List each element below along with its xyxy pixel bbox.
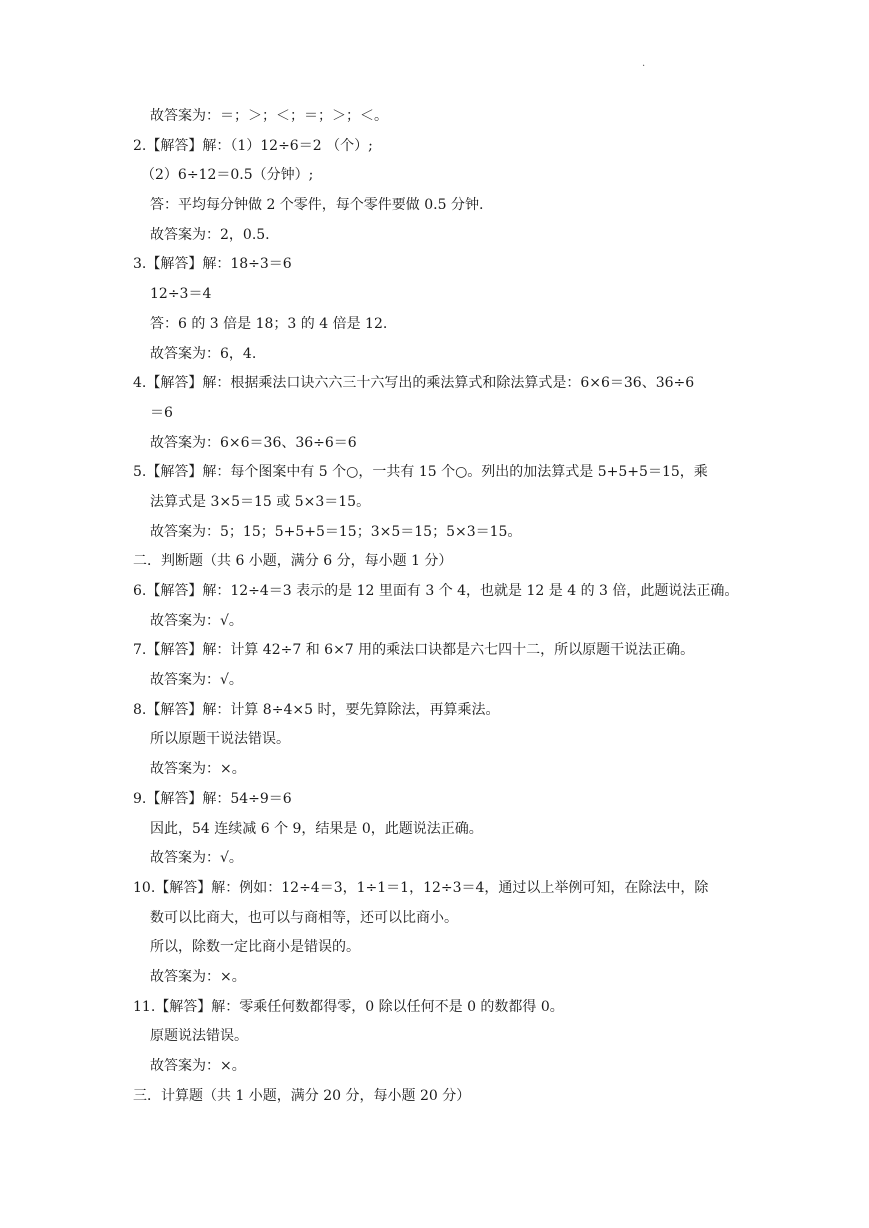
- answer-line-17: 6.【解答】解：12÷4＝3 表示的是 12 里面有 3 个 4，也就是 12 是 4 的 3 倍，此题说法正确。: [133, 583, 739, 599]
- answer-line-32: 原题说法错误。: [150, 1028, 248, 1045]
- answer-line-6: 3.【解答】解：18÷3＝6: [133, 256, 292, 273]
- answer-line-27: 10.【解答】解：例如：12÷4＝3，1÷1＝1，12÷3＝4，通过以上举例可知，在除法中，除: [133, 879, 709, 896]
- answer-line-24: 9.【解答】解：54÷9＝6: [133, 790, 292, 807]
- answer-line-23: 故答案为：×。: [150, 761, 246, 778]
- answer-line-29: 所以，除数一定比商小是错误的。: [150, 939, 360, 956]
- answer-line-9: 故答案为：6，4.: [150, 345, 257, 362]
- answer-line-26: 故答案为：√。: [150, 850, 243, 867]
- answer-line-18: 故答案为：√。: [150, 612, 243, 629]
- answer-line-33: 故答案为：×。: [150, 1058, 246, 1074]
- header-dot: .: [642, 58, 646, 69]
- answer-line-30: 故答案为：×。: [150, 968, 246, 985]
- answer-line-28: 数可以比商大，也可以与商相等，还可以比商小。: [150, 909, 458, 926]
- answer-line-14: 法算式是 3×5＝15 或 5×3＝15。: [150, 493, 371, 510]
- answer-line-11: ＝6: [150, 404, 173, 421]
- answer-line-10: 4.【解答】解：根据乘法口诀六六三十六写出的乘法算式和除法算式是：6×6＝36、36÷6: [133, 375, 695, 392]
- answer-line-19: 7.【解答】解：计算 42÷7 和 6×7 用的乘法口诀都是六七四十二，所以原题干说法正确。: [133, 642, 695, 659]
- answer-line-31: 11.【解答】解：零乘任何数都得零，0 除以任何不是 0 的数都得 0。: [133, 998, 564, 1015]
- answer-line-15: 故答案为：5；15；5+5+5＝15；3×5＝15；5×3＝15。: [150, 523, 522, 540]
- answer-line-8: 答：6 的 3 倍是 18；3 的 4 倍是 12.: [150, 315, 388, 332]
- answer-line-2: 2.【解答】解：（1）12÷6＝2 （个）;: [133, 137, 373, 154]
- section-heading-judgment: 二．判断题（共 6 小题，满分 6 分，每小题 1 分）: [133, 553, 453, 570]
- answer-line-12: 故答案为：6×6＝36、36÷6＝6: [150, 434, 357, 451]
- answer-line-5: 故答案为：2，0.5.: [150, 226, 270, 243]
- answer-line-7: 12÷3＝4: [150, 286, 212, 303]
- answer-line-13: 5.【解答】解：每个图案中有 5 个○，一共有 15 个○。列出的加法算式是 5+5+5＝15，乘: [133, 464, 708, 481]
- answer-line-20: 故答案为：√。: [150, 672, 243, 689]
- answer-line-22: 所以原题干说法错误。: [150, 731, 290, 748]
- answer-line-4: 答：平均每分钟做 2 个零件，每个零件要做 0.5 分钟.: [150, 197, 484, 214]
- answer-line-3: （2）6÷12＝0.5（分钟）;: [141, 167, 314, 184]
- section-heading-calculation: 三．计算题（共 1 小题，满分 20 分，每小题 20 分）: [133, 1087, 471, 1104]
- answer-line-1: 故答案为：＝；＞；＜；＝；＞；＜。: [150, 108, 388, 124]
- answer-content: [133, 102, 753, 1111]
- answer-line-21: 8.【解答】解：计算 8÷4×5 时，要先算除法，再算乘法。: [133, 701, 500, 718]
- answer-line-25: 因此，54 连续减 6 个 9，结果是 0，此题说法正确。: [150, 820, 483, 837]
